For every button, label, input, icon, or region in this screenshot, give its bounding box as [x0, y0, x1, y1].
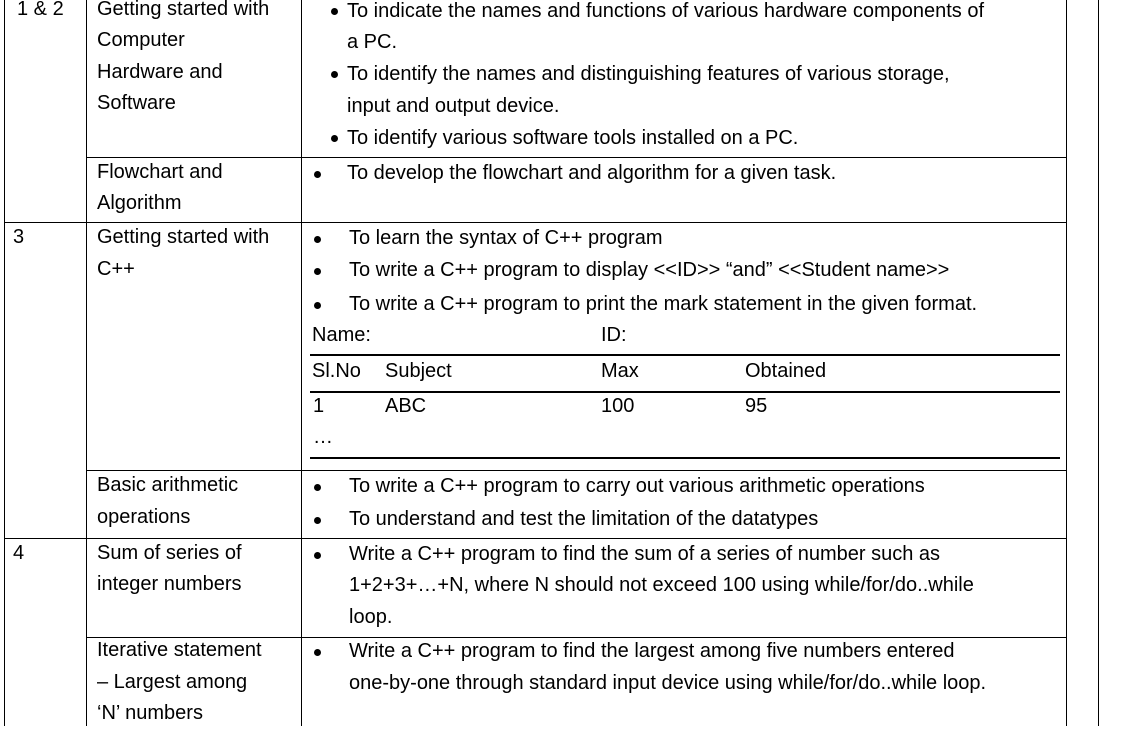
topic-line: ‘N’ numbers [97, 702, 203, 724]
topic-line: Basic arithmetic [97, 474, 239, 496]
objective-line: To write a C++ program to display <<ID>> “and” <<Student name>> [349, 259, 950, 281]
objective-line: input and output device. [347, 95, 560, 117]
objective-line: To write a C++ program to carry out various arithmetic operations [349, 475, 925, 497]
objective-line: To develop the flowchart and algorithm for a given task. [347, 162, 837, 184]
bullet-icon [314, 649, 321, 656]
mark-ellipsis: … [313, 426, 333, 448]
col-border-week [86, 0, 87, 726]
mark-cell-subject: ABC [385, 395, 427, 417]
week-cell: 4 [13, 542, 25, 564]
mark-header-subject: Subject [385, 360, 452, 382]
topic-line: Sum of series of [97, 542, 242, 564]
page-edge [1098, 0, 1099, 726]
topic-line: Getting started with [97, 226, 270, 248]
bullet-icon [314, 171, 321, 178]
topic-line: Algorithm [97, 192, 182, 214]
bullet-icon [314, 517, 321, 524]
mark-cell-max: 100 [601, 395, 635, 417]
id-label: ID: [601, 324, 627, 346]
name-label: Name: [312, 324, 371, 346]
week-cell: 3 [13, 226, 25, 248]
bullet-icon [331, 71, 338, 78]
bullet-icon [331, 135, 338, 142]
week-cell: 1 & 2 [17, 0, 64, 20]
mark-cell-obtained: 95 [745, 395, 768, 417]
topic-line: C++ [97, 258, 135, 280]
mark-header-obtained: Obtained [745, 360, 827, 382]
topic-line: Software [97, 92, 176, 114]
objective-line: a PC. [347, 31, 398, 53]
objective-line: one-by-one through standard input device using while/for/do..while loop. [349, 672, 987, 694]
bullet-icon [314, 302, 321, 309]
topic-line: operations [97, 506, 191, 528]
objective-line: loop. [349, 606, 393, 628]
topic-line: Flowchart and [97, 161, 223, 183]
objective-line: To learn the syntax of C++ program [349, 227, 663, 249]
topic-line: Hardware and [97, 61, 223, 83]
objective-line: To write a C++ program to print the mark statement in the given format. [349, 293, 978, 315]
bullet-icon [314, 484, 321, 491]
topic-line: Iterative statement [97, 639, 262, 661]
bullet-icon [331, 8, 338, 15]
objective-line: Write a C++ program to find the sum of a series of number such as [349, 543, 941, 565]
col-border-left [4, 0, 5, 726]
objective-line: 1+2+3+…+N, where N should not exceed 100 using while/for/do..while [349, 574, 974, 596]
col-border-objectives [1066, 0, 1067, 726]
objective-line: To identify various software tools installed on a PC. [347, 127, 799, 149]
col-border-topic [301, 0, 302, 726]
objective-line: To identify the names and distinguishing features of various storage, [347, 63, 950, 85]
bullet-icon [314, 268, 321, 275]
mark-header-max: Max [601, 360, 639, 382]
objective-line: Write a C++ program to find the largest among five numbers entered [349, 640, 955, 662]
mark-cell-slno: 1 [313, 395, 325, 417]
topic-line: – Largest among [97, 671, 248, 693]
mark-table-rule [310, 457, 1060, 459]
topic-line: Getting started with [97, 0, 270, 20]
topic-line: Computer [97, 29, 185, 51]
topic-line: integer numbers [97, 573, 242, 595]
objective-line: To understand and test the limitation of the datatypes [349, 508, 819, 530]
mark-header-slno: Sl.No [312, 360, 361, 382]
objective-line: To indicate the names and functions of various hardware components of [347, 0, 985, 22]
bullet-icon [314, 552, 321, 559]
bullet-icon [314, 236, 321, 243]
